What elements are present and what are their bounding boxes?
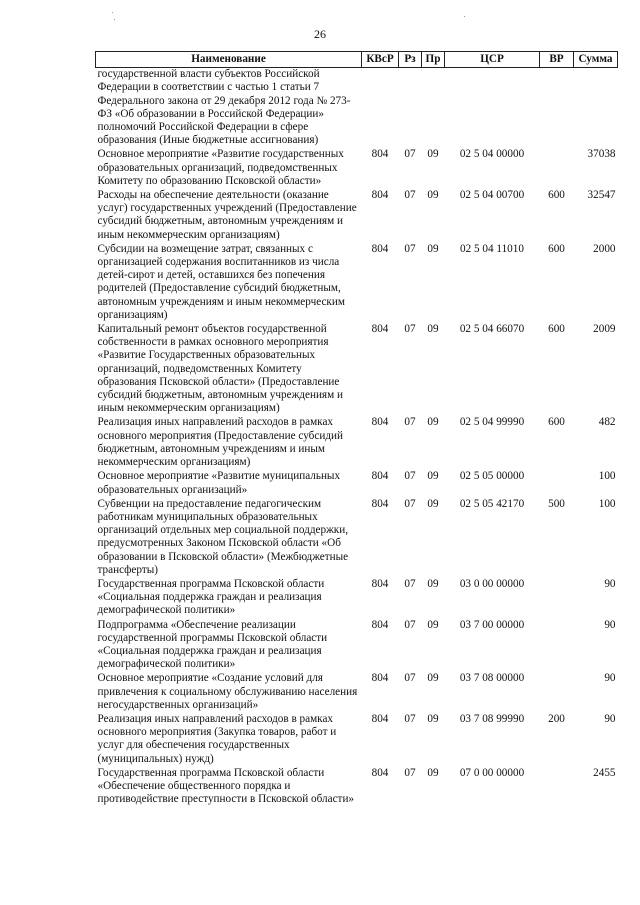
row-rz: 07	[404, 323, 416, 336]
table-row	[96, 416, 618, 470]
row-rz: 07	[404, 470, 416, 483]
row-csr: 02 5 04 66070	[459, 323, 525, 336]
header-pr: Пр	[422, 52, 445, 68]
row-csr: 02 5 04 11010	[460, 242, 524, 255]
table-row	[96, 619, 618, 673]
table-header	[96, 52, 618, 68]
row-pr: 09	[427, 577, 439, 590]
row-vr	[540, 767, 574, 808]
row-sum: 90	[604, 618, 616, 631]
row-pr: 09	[427, 497, 439, 510]
row-sum: 90	[604, 672, 616, 685]
header-rz: Рз	[399, 52, 422, 68]
row-sum: 37038	[587, 148, 616, 161]
scan-speck	[114, 19, 115, 20]
row-name: Субсидии на возмещение затрат, связанных с организацией содержания воспитанников из числа детей-сирот и детей, оставшихся без попечения родителей (Предоставление субсидий бюджетным, автономным учреждениям и иным некоммерческим организациям)	[97, 242, 345, 321]
table-row	[96, 189, 618, 243]
row-vr	[540, 619, 574, 673]
row-name: Государственная программа Псковской области «Социальная поддержка граждан и реализация демографической политики»	[97, 577, 325, 617]
row-vr	[540, 672, 574, 713]
table-row	[96, 68, 618, 149]
table-row	[96, 713, 618, 767]
row-pr: 09	[427, 766, 439, 779]
row-vr	[540, 148, 574, 189]
scan-speck	[464, 16, 465, 17]
row-kvsr: 804	[371, 148, 389, 161]
row-vr: 600	[548, 242, 565, 255]
row-sum	[574, 68, 618, 149]
row-pr: 09	[427, 470, 439, 483]
row-csr: 03 7 08 99990	[459, 712, 525, 725]
table-row	[96, 148, 618, 189]
row-rz: 07	[404, 497, 416, 510]
row-rz: 07	[404, 672, 416, 685]
row-name: Основное мероприятие «Развитие государственных образовательных организаций, подведомственных Комитету по образованию Псковской области»	[97, 148, 344, 187]
row-vr: 500	[548, 497, 565, 510]
row-pr: 09	[427, 148, 439, 161]
table-row	[96, 672, 618, 713]
row-kvsr: 804	[371, 497, 389, 510]
row-vr: 600	[548, 189, 565, 202]
row-csr: 07 0 00 00000	[459, 766, 525, 779]
row-vr: 200	[548, 712, 565, 725]
table-body	[96, 68, 618, 808]
row-name: Реализация иных направлений расходов в рамках основного мероприятия (Предоставление субсидий бюджетным, автономным учреждениям и иным некоммерческим организациям)	[97, 416, 343, 469]
row-sum: 100	[598, 470, 616, 483]
scan-speck	[112, 12, 113, 13]
row-csr: 03 7 00 00000	[459, 618, 525, 631]
row-rz: 07	[404, 242, 416, 255]
row-vr	[540, 470, 574, 497]
row-kvsr: 804	[371, 672, 389, 685]
row-sum: 90	[604, 712, 616, 725]
row-csr: 03 0 00 00000	[459, 577, 525, 590]
row-rz: 07	[404, 577, 416, 590]
row-vr: 600	[548, 416, 565, 429]
row-name: государственной власти субъектов Российской Федерации в соответствии с частью 1 статьи 7 Федерального закона от 29 декабря 2012 года № 273-ФЗ «Об образовании в Российской Федерации» полномочий Российской Федерации в сфере образования (Иные бюджетные ассигнования)	[97, 68, 351, 147]
row-kvsr: 804	[371, 712, 389, 725]
row-pr: 09	[427, 618, 439, 631]
row-kvsr: 804	[371, 189, 389, 202]
row-csr: 02 5 05 42170	[459, 497, 525, 510]
table-row	[96, 470, 618, 497]
header-name: Наименование	[96, 52, 362, 68]
row-sum: 90	[604, 577, 616, 590]
header-csr: ЦСР	[445, 52, 540, 68]
row-sum: 32547	[587, 189, 616, 202]
row-pr: 09	[427, 242, 439, 255]
row-kvsr: 804	[371, 470, 389, 483]
row-csr	[445, 68, 540, 149]
row-csr: 02 5 04 00700	[459, 189, 525, 202]
header-sum: Сумма	[574, 52, 618, 68]
table-row	[96, 323, 618, 416]
row-csr: 03 7 08 00000	[459, 672, 525, 685]
row-csr: 02 5 05 00000	[459, 470, 525, 483]
row-rz: 07	[404, 618, 416, 631]
row-csr: 02 5 04 99990	[459, 416, 525, 429]
row-pr: 09	[427, 189, 439, 202]
row-rz: 07	[404, 148, 416, 161]
header-kvsr: КВсР	[362, 52, 399, 68]
page-number: 26	[314, 27, 326, 41]
row-rz: 07	[404, 766, 416, 779]
row-csr: 02 5 04 00000	[459, 148, 525, 161]
row-pr	[422, 68, 445, 149]
table-row	[96, 243, 618, 323]
row-pr: 09	[427, 323, 439, 336]
row-pr: 09	[427, 672, 439, 685]
row-kvsr: 804	[371, 416, 389, 429]
row-name: Подпрограмма «Обеспечение реализации государственной программы Псковской области «Социальная поддержка граждан и реализация демографической политики»	[97, 618, 328, 671]
row-sum: 482	[598, 416, 616, 429]
row-name: Расходы на обеспечение деятельности (оказание услуг) государственных учреждений (Предоставление субсидий бюджетным, автономным учреждениям и иным некоммерческим организациям)	[97, 189, 357, 241]
row-rz: 07	[404, 712, 416, 725]
row-vr	[540, 68, 574, 149]
row-rz	[399, 68, 422, 149]
row-kvsr	[362, 68, 399, 149]
row-rz: 07	[404, 416, 416, 429]
row-sum: 2009	[593, 323, 616, 336]
row-kvsr: 804	[371, 577, 389, 590]
row-kvsr: 804	[371, 618, 389, 631]
budget-table	[95, 51, 618, 807]
row-name: Государственная программа Псковской области «Обеспечение общественного порядка и противодействие преступности в Псковской области»	[97, 766, 355, 806]
row-sum: 2000	[593, 242, 616, 255]
table-row	[96, 767, 618, 808]
row-vr	[540, 578, 574, 619]
row-vr: 600	[548, 323, 565, 336]
row-kvsr: 804	[371, 323, 389, 336]
row-kvsr: 804	[371, 242, 389, 255]
table-row	[96, 578, 618, 619]
header-vr: ВР	[540, 52, 574, 68]
row-sum: 100	[598, 497, 616, 510]
row-pr: 09	[427, 712, 439, 725]
row-name: Основное мероприятие «Создание условий для привлечения к социальному обслуживанию населения негосударственных организаций»	[97, 672, 358, 711]
row-name: Субвенции на предоставление педагогическим работникам муниципальных образовательных организаций отдельных мер социальной поддержки, предусмотренных Законом Псковской области «Об образовании в Псковской области» (Межбюджетные трансферты)	[97, 497, 349, 576]
table-row	[96, 498, 618, 578]
row-name: Основное мероприятие «Развитие муниципальных образовательных организаций»	[97, 470, 341, 496]
row-pr: 09	[427, 416, 439, 429]
row-sum: 2455	[593, 766, 616, 779]
row-kvsr: 804	[371, 766, 389, 779]
row-name: Реализация иных направлений расходов в рамках основного мероприятия (Закупка товаров, работ и услуг для обеспечения государственных (муниципальных) нужд)	[97, 712, 337, 765]
row-rz: 07	[404, 189, 416, 202]
row-name: Капитальный ремонт объектов государственной собственности в рамках основного мероприятия «Развитие Государственных образовательных организаций, подведомственных Комитету образования Псковской области» (Предоставление субсидий бюджетным, автономным учреждениям и иным некоммерческим организациям)	[97, 323, 343, 415]
